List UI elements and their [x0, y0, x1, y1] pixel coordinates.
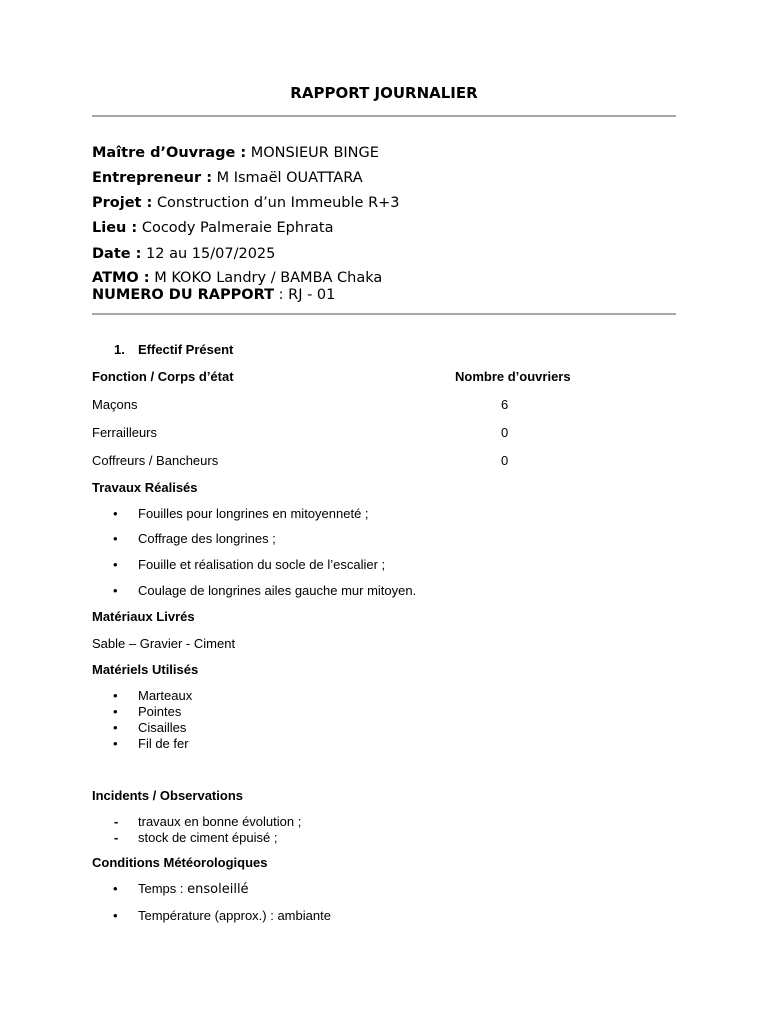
materiels-heading: Matériels Utilisés: [92, 662, 199, 677]
report-title: RAPPORT JOURNALIER: [290, 84, 478, 102]
info-label: Lieu :: [92, 220, 138, 236]
travaux-item: Fouilles pour longrines en mitoyenneté ;: [138, 506, 369, 521]
bullet-icon: •: [113, 506, 118, 521]
info-projet: [92, 195, 400, 212]
col-header-nombre: Nombre d’ouvriers: [455, 369, 571, 384]
materiaux-heading: Matériaux Livrés: [92, 609, 195, 624]
info-label: Date :: [92, 246, 142, 262]
bullet-icon: •: [113, 720, 118, 735]
travaux-item: Coulage de longrines ailes gauche mur mitoyen.: [138, 583, 417, 598]
info-lieu: [92, 220, 334, 237]
bullet-icon: •: [113, 704, 118, 719]
info-label: Maître d’Ouvrage :: [92, 145, 247, 161]
meteo-label: Température (approx.) : ambiante: [138, 908, 331, 923]
materiels-item: Pointes: [138, 704, 182, 719]
info-date: [92, 246, 275, 263]
travaux-heading: Travaux Réalisés: [92, 480, 198, 495]
effectif-row-fonction: Ferrailleurs: [92, 425, 158, 440]
info-label: Entrepreneur :: [92, 170, 212, 186]
effectif-row-nombre: 0: [501, 425, 509, 440]
meteo-item-temps: [138, 881, 249, 897]
info-maitre-ouvrage: [92, 145, 379, 162]
effectif-row-nombre: 0: [501, 453, 509, 468]
materiels-item: Cisailles: [138, 720, 187, 735]
meteo-item-temperature: [138, 908, 331, 923]
bullet-icon: •: [113, 908, 118, 923]
info-divider: [92, 313, 676, 315]
bullet-icon: •: [113, 531, 118, 546]
effectif-row-fonction: Coffreurs / Bancheurs: [92, 453, 219, 468]
info-label: NUMERO DU RAPPORT: [92, 287, 275, 303]
info-value: M KOKO Landry / BAMBA Chaka: [154, 270, 383, 286]
bullet-icon: •: [113, 583, 118, 598]
info-atmo: [92, 270, 382, 287]
effectif-row-fonction: Maçons: [92, 397, 138, 412]
bullet-icon: •: [113, 557, 118, 572]
materiaux-text: Sable – Gravier - Ciment: [92, 636, 236, 651]
materiels-item: Marteaux: [138, 688, 193, 703]
materiels-item: Fil de fer: [138, 736, 189, 751]
col-header-fonction: Fonction / Corps d’état: [92, 369, 234, 384]
incidents-item: travaux en bonne évolution ;: [138, 814, 302, 829]
travaux-item: Fouille et réalisation du socle de l’escalier ;: [138, 557, 386, 572]
bullet-icon: •: [113, 881, 118, 896]
meteo-heading: Conditions Météorologiques: [92, 855, 268, 870]
info-value: : RJ - 01: [278, 287, 336, 303]
bullet-icon: •: [113, 736, 118, 751]
info-value: 12 au 15/07/2025: [146, 246, 276, 262]
meteo-label: Temps :: [138, 881, 184, 896]
dash-icon: -: [114, 830, 119, 845]
meteo-value: ensoleillé: [187, 882, 249, 897]
incidents-heading: Incidents / Observations: [92, 788, 243, 803]
info-label: ATMO :: [92, 270, 150, 286]
info-value: Construction d’un Immeuble R+3: [156, 195, 400, 211]
info-value: MONSIEUR BINGE: [250, 145, 379, 161]
info-value: Cocody Palmeraie Ephrata: [141, 220, 334, 236]
info-value: M Ismaël OUATTARA: [216, 170, 363, 186]
info-entrepreneur: [92, 170, 363, 187]
effectif-heading: Effectif Présent: [138, 342, 234, 357]
info-label: Projet :: [92, 195, 153, 211]
section-number: 1.: [114, 342, 125, 357]
travaux-item: Coffrage des longrines ;: [138, 531, 276, 546]
bullet-icon: •: [113, 688, 118, 703]
incidents-item: stock de ciment épuisé ;: [138, 830, 278, 845]
info-numero-rapport: [92, 287, 335, 304]
dash-icon: -: [114, 814, 119, 829]
top-divider: [92, 115, 676, 117]
effectif-row-nombre: 6: [501, 397, 509, 412]
